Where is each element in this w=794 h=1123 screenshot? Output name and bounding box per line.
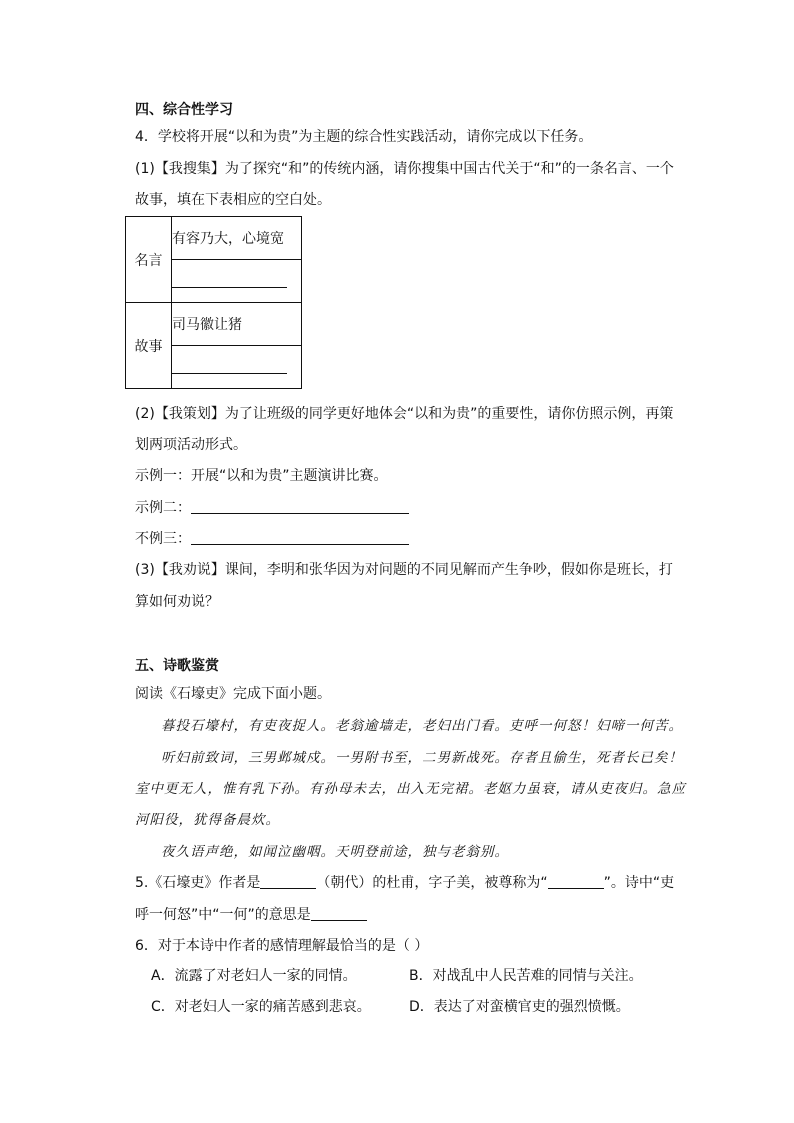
q5-text-4: 呼一何怒”中“一何”的意思是 [135,907,311,923]
task1-line1: (1)【我搜集】为了探究“和”的传统内涵，请你搜集中国古代关于“和”的一条名言、一个 [135,161,674,177]
question5-line1 [135,873,674,893]
example3-row [135,529,409,549]
question6-stem: 6．对于本诗中作者的感情理解最恰当的是（ ） [135,938,429,954]
section5-intro: 阅读《石壕吏》完成下面小题。 [135,686,331,702]
motto-story-table [125,216,302,389]
poem-line: 暮投石壕村，有吏夜捉人。老翁逾墙走，老妇出门看。吏呼一何怒！妇啼一何苦。 [161,718,683,734]
q5-text-3: ”。诗中“吏 [603,875,675,891]
option-b[interactable]: B．对战乱中人民苦难的同情与关注。 [409,968,643,984]
example2-blank[interactable] [191,499,409,514]
meaning-blank[interactable] [311,906,367,921]
question5-line2 [135,905,367,925]
section4-heading: 四、综合性学习 [135,102,233,118]
option-c[interactable]: C．对老妇人一家的痛苦感到悲哀。 [151,999,371,1015]
story-answer-blank[interactable] [172,359,287,374]
motto-answer-cell[interactable] [172,260,302,303]
task2-line1: (2)【我策划】为了让班级的同学更好地体会“以和为贵”的重要性，请你仿照示例，再策 [135,406,674,422]
motto-answer-blank[interactable] [172,273,287,288]
example1: 示例一：开展“以和为贵”主题演讲比赛。 [135,468,388,484]
task3-line1: (3)【我劝说】课间，李明和张华因为对问题的不同见解而产生争吵，假如你是班长，打 [135,562,673,578]
example3-blank[interactable] [191,530,409,545]
example2-label: 示例二： [135,500,191,516]
poem-line: 夜久语声绝，如闻泣幽咽。天明登前途，独与老翁别。 [161,844,509,860]
title-blank[interactable] [548,874,604,889]
motto-label: 名言 [126,217,172,303]
q5-text-2: （朝代）的杜甫，字子美，被尊称为“ [316,875,548,891]
option-a[interactable]: A．流露了对老妇人一家的同情。 [151,968,357,984]
poem-line: 河阳役，犹得备晨炊。 [135,812,280,828]
poem-line: 室中更无人，惟有乳下孙。有孙母未去，出入无完裙。老妪力虽衰，请从吏夜归。急应 [135,781,686,797]
motto-example: 有容乃大，心境宽 [172,217,302,260]
story-label: 故事 [126,303,172,389]
story-example: 司马徽让猪 [172,303,302,346]
task2-line2: 划两项活动形式。 [135,437,247,453]
task3-line2: 算如何劝说？ [135,594,219,610]
option-d[interactable]: D．表达了对蛮横官吏的强烈愤慨。 [409,999,630,1015]
example3-label: 不例三： [135,531,191,547]
section5-heading: 五、诗歌鉴赏 [135,658,219,674]
example2-row [135,498,409,518]
q5-text-1: 5.《石壕吏》作者是 [135,875,261,891]
task1-line2: 故事，填在下表相应的空白处。 [135,192,331,208]
poem-line: 听妇前致词，三男邺城戍。一男附书至，二男新战死。存者且偷生，死者长已矣！ [161,750,683,766]
question4-stem: 4．学校将开展“以和为贵”为主题的综合性实践活动，请你完成以下任务。 [135,129,593,145]
dynasty-blank[interactable] [260,874,316,889]
story-answer-cell[interactable] [172,346,302,389]
